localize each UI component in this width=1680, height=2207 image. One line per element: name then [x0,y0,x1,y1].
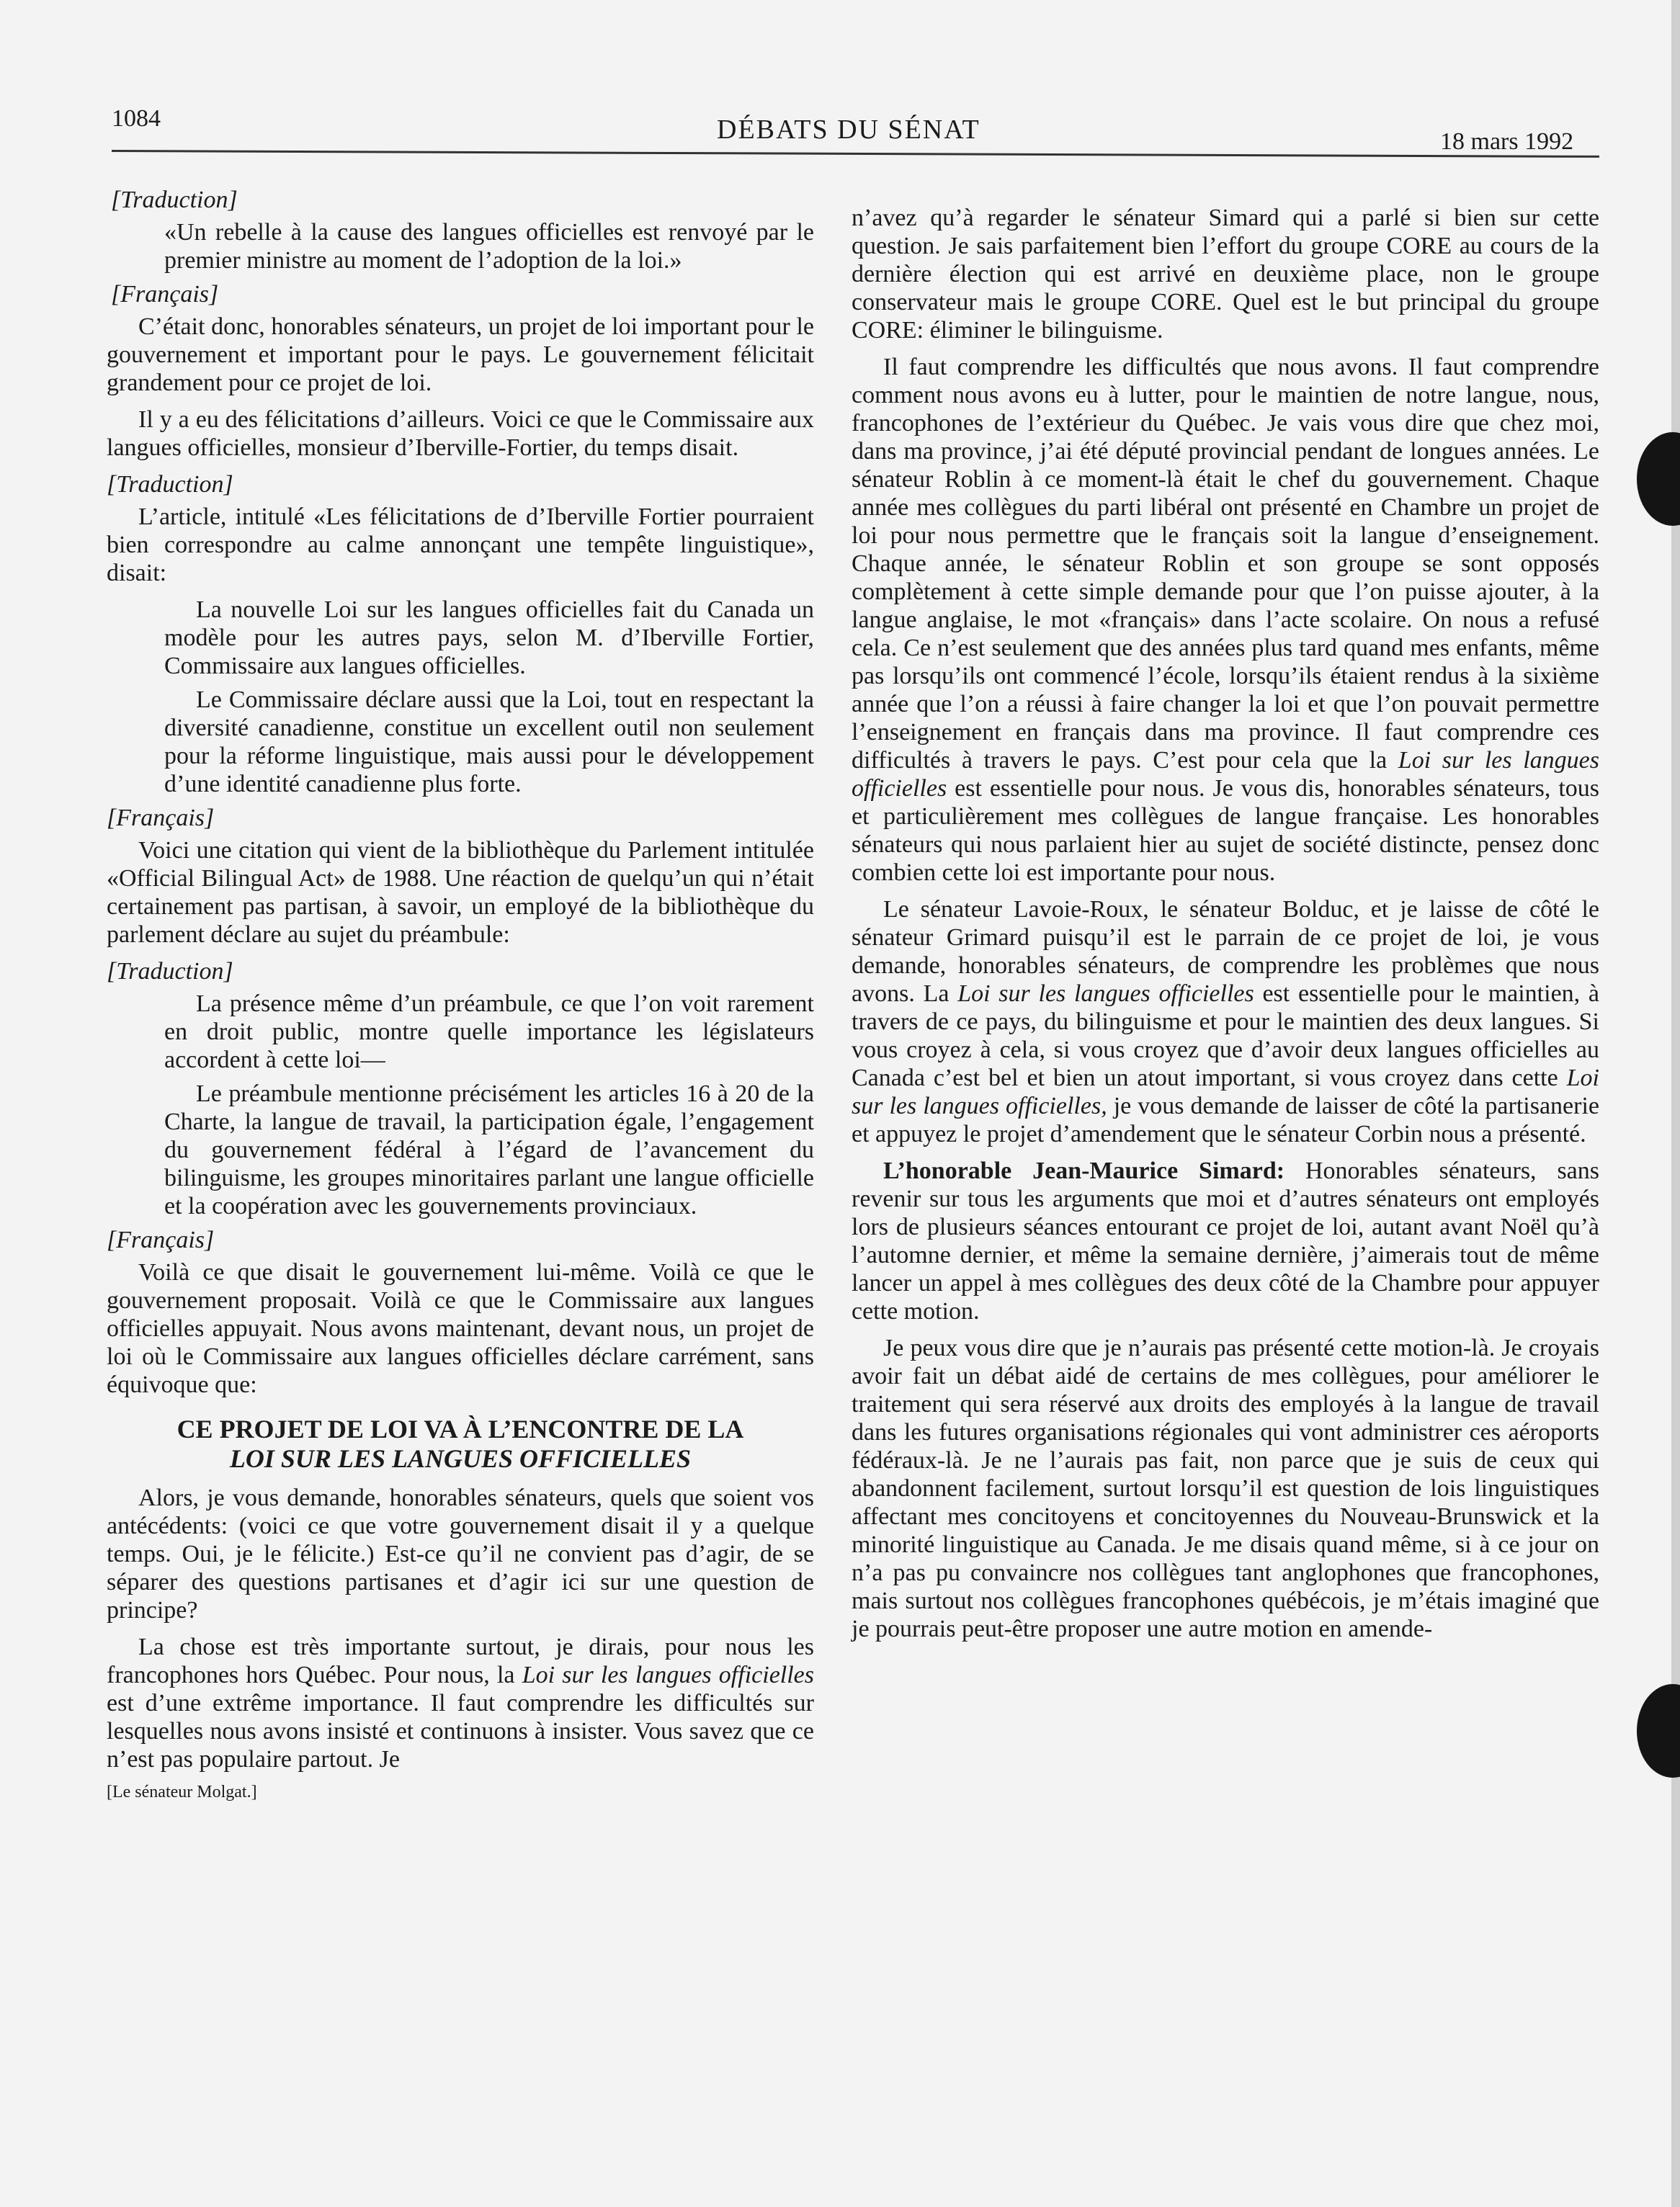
paragraph-text: Il faut comprendre les difficultés que nous avons. Il faut comprendre comment nous avons eu à lutter, pour le maintien de notre langue, nous, francophones de l’extérieur du Québec. Je vais vous dire que chez moi, dans ma province, j’ai été député provincial pendant de longues années. Le sénateur Roblin à ce moment-là était le chef du gouvernement. Chaque année mes collègues du parti libéral ont présenté en Chambre un projet de loi pour nous permettre que le français soit la langue d’enseignement. Chaque année, le sénateur Roblin et son groupe se sont opposés complètement à cette simple demande pour que l’on puisse ajouter, à la langue anglaise, le mot «français» dans l’acte scolaire. On nous a refusé cela. Ce n’est seulement que des années plus tard quand mes enfants, même pas lorsqu’ils ont commencé l’école, lorsqu’ils étaient rendus à la sixième année que l’on a réussi à faire changer la loi et que l’on pouvait permettre l’enseignement en français dans ma province. Il faut comprendre ces difficultés à travers le pays. C’est pour cela que la [852,354,1599,774]
paragraph-text: Le sénateur Lavoie-Roux, le sénateur Bolduc, et je laisse de côté le sénateur Grimard puisqu’il est le parrain de ce projet de loi, je vous demande, honorables sénateurs, de comprendre les problèmes que nous avons. La [852,896,1599,1007]
quotation: Le Commissaire déclare aussi que la Loi, tout en respectant la diversité canadienne, constitue un excellent outil non seulement pour la réforme linguistique, mais aussi pour le développement d’une identité canadienne plus forte. [164,686,814,797]
paragraph-text: est essentielle pour nous. Je vous dis, honorables sénateurs, tous et particulièrement mes collègues de langue française. Les honorables sénateurs qui nous parlaient hier au sujet de société distincte, pensez donc combien cette loi est importante pour nous. [852,775,1599,886]
running-title: DÉBATS DU SÉNAT [717,115,980,145]
section-heading-line2: LOI SUR LES LANGUES OFFICIELLES [229,1444,692,1473]
paragraph: Je peux vous dire que je n’aurais pas présenté cette motion-là. Je croyais avoir fait un débat aidé de certains de mes collègues, pour améliorer le traitement qui sera réservé aux droits des employés à la langue de travail dans les futures organisations régionales qui vont administrer ces aéroports fédéraux-là. Je ne l’aurais pas fait, non parce que je suis de ceux qui abandonnent facilement, surtout lorsqu’il est question de lois linguistiques affectant mes concitoyens et concitoyennes du Nouveau-Brunswick et la minorité linguistique au Canada. Je me disais quand même, si à ce jour on n’a pas pu convaincre nos collègues tant anglophones que francophones, mais surtout nos collègues francophones québécois, je m’étais imaginé que je pourrais peut-être proposer une autre motion en amende- [852,1335,1599,1642]
paragraph [852,1157,1599,1325]
paragraph-text: Honorables sénateurs, sans revenir sur tous les arguments que moi et d’autres sénateurs ont employés lors de plusieurs séances entourant ce projet de loi, autant avant Noël qu’à l’automne dernier, et même la semaine dernière, j’aimerais tout de même lancer un appel à mes collègues des deux côté de la Chambre pour appuyer cette motion. [852,1158,1599,1325]
paragraph-text: est essentielle pour le maintien, à travers de ce pays, du bilinguisme et pour le maintien des deux langues. Si vous croyez à cela, si vous croyez que d’avoir deux langues officielles au Canada c’est bel et bien un atout important, si vous croyez dans cette [852,980,1600,1091]
paragraph-text: je vous demande de laisser de côté la partisanerie et appuyez le projet d’amendement que le sénateur Corbin nous a présenté. [852,1093,1599,1147]
paragraph: L’article, intitulé «Les félicitations de d’Iberville Fortier pourraient bien correspondre au calme annonçant une tempête linguistique», disait: [107,503,814,586]
paragraph-text: La chose est très importante surtout, je dirais, pour nous les francophones hors Québec. Pour nous, la [107,1634,814,1688]
paragraph: Voici une citation qui vient de la bibliothèque du Parlement intitulée «Official Bilingual Act» de 1988. Une réaction de quelqu’un qui n’était certainement pas partisan, à savoir, un employé de la bibliothèque du parlement déclare au sujet du préambule: [107,837,814,948]
section-heading-line1: CE PROJET DE LOI VA À L’ENCONTRE DE LA [177,1415,744,1443]
paragraph [107,1633,814,1773]
quotation: La nouvelle Loi sur les langues officielles fait du Canada un modèle pour les autres pays, selon M. d’Iberville Fortier, Commissaire aux langues officielles. [164,596,814,679]
paragraph: Il y a eu des félicitations d’ailleurs. Voici ce que le Commissaire aux langues officielles, monsieur d’Iberville-Fortier, du temps disait. [107,406,814,461]
language-tag: [Français] [111,281,219,308]
quotation: La présence même d’un préambule, ce que l’on voit rarement en droit public, montre quelle importance les législateurs accordent à cette loi— [164,990,814,1073]
binder-tab-bottom [1637,1684,1680,1778]
speaker-note: [Le sénateur Molgat.] [107,1783,257,1801]
quotation: «Un rebelle à la cause des langues officielles est renvoyé par le premier ministre au moment de l’adoption de la loi.» [164,219,814,274]
paragraph: Alors, je vous demande, honorables sénateurs, quels que soient vos antécédents: (voici ce que votre gouvernement disait il y a quelque temps. Oui, je le félicite.) Est-ce qu’il ne convient pas d’agir, de se séparer des questions partisanes et d’agir ici sur une question de principe? [107,1485,814,1624]
language-tag: [Traduction] [111,187,238,213]
paragraph-text: est d’une extrême importance. Il faut comprendre les difficultés sur lesquelles nous avons insisté et continuons à insister. Vous savez que ce n’est pas populaire partout. Je [107,1690,814,1773]
language-tag: [Français] [107,805,215,831]
paragraph: C’était donc, honorables sénateurs, un projet de loi important pour le gouvernement et important pour le pays. Le gouvernement félicitait grandement pour ce projet de loi. [107,313,814,396]
quotation: Le préambule mentionne précisément les articles 16 à 20 de la Charte, la langue de travail, la participation égale, l’engagement du gouvernement fédéral à l’égard de l’avancement du bilinguisme, les groupes minoritaires parlant une langue officielle et la coopération avec les gouvernements provinciaux. [164,1080,814,1219]
left-column [107,186,814,1802]
paragraph: Voilà ce que disait le gouvernement lui-même. Voilà ce que le gouvernement proposait. Voilà ce que le Commissaire aux langues officielles appuyait. Nous avons maintenant, devant nous, un projet de loi où le Commissaire aux langues officielles déclare carrément, sans équivoque que: [107,1259,814,1398]
language-tag: [Traduction] [107,471,233,498]
page-edge [1671,0,1680,2207]
section-heading [107,1415,814,1474]
law-title: Loi sur les langues officielles [522,1662,814,1688]
paragraph: n’avez qu’à regarder le sénateur Simard qui a parlé si bien sur cette question. Je sais parfaitement bien l’effort du groupe CORE au cours de la dernière élection qui est arrivé en deuxième place, non le groupe conservateur mais le groupe CORE. Quel est le but principal du groupe CORE: éliminer le bilinguisme. [852,205,1599,344]
paragraph [852,895,1599,1148]
header-rule [112,150,1599,158]
binder-tab-top [1637,432,1680,526]
law-title: Loi sur les langues officielles [852,747,1600,802]
paragraph [852,353,1599,887]
language-tag: [Français] [107,1227,215,1253]
right-column [852,204,1599,1652]
law-title: Loi sur les langues officielles [957,980,1254,1007]
speaker-name: L’honorable Jean-Maurice Simard: [883,1158,1285,1184]
page-number: 1084 [112,105,161,132]
language-tag: [Traduction] [107,958,233,985]
law-title: Loi sur les langues officielles, [852,1065,1599,1119]
issue-date: 18 mars 1992 [1440,128,1574,155]
